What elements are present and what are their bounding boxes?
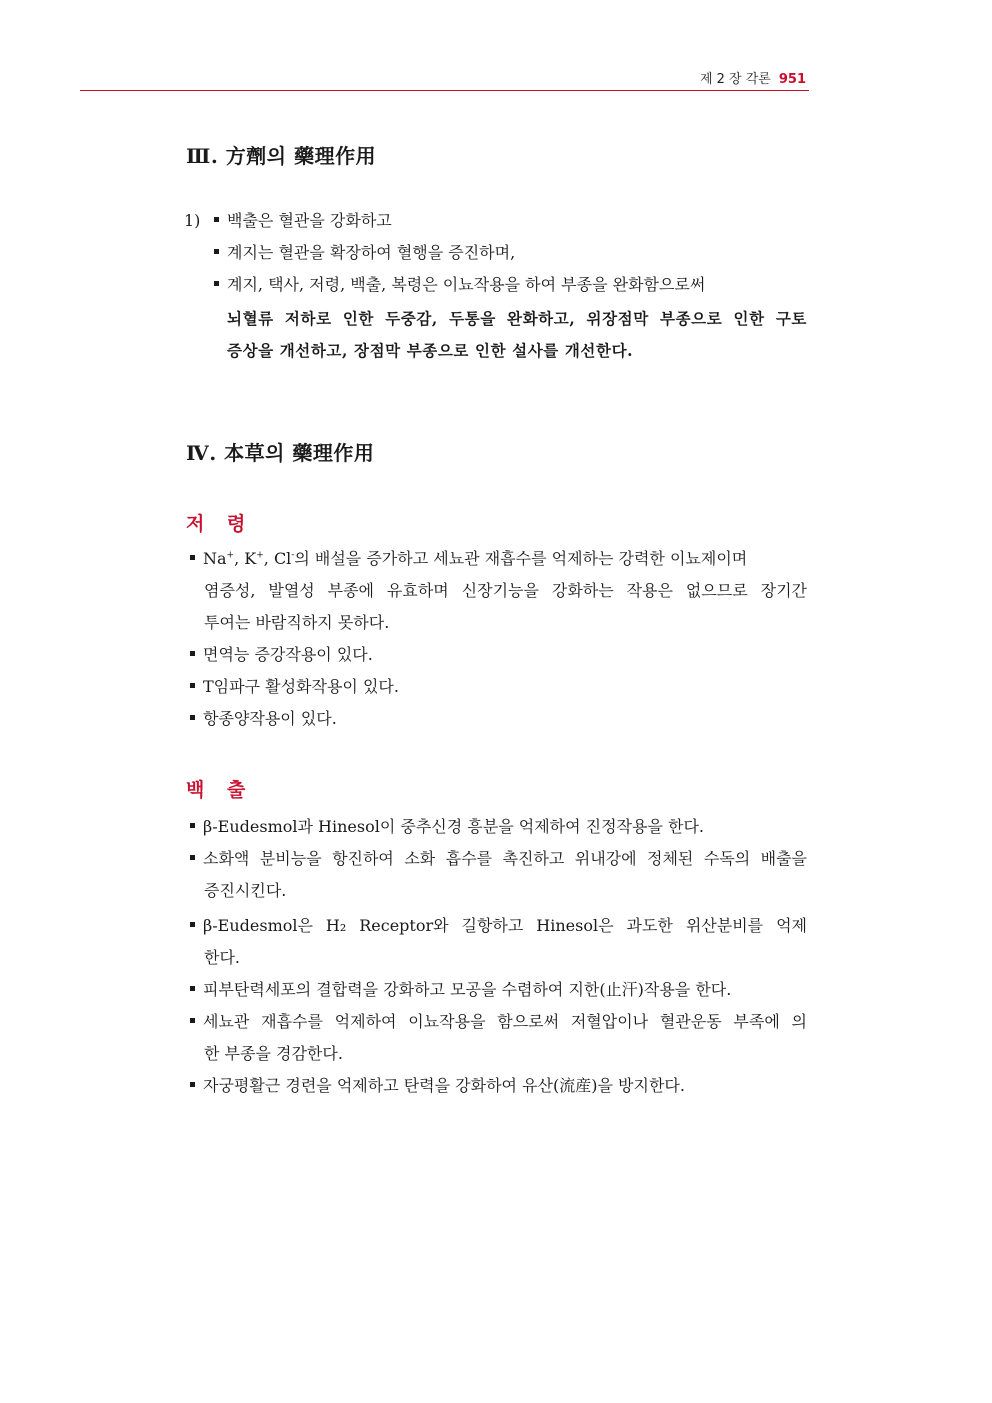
list-item: β-Eudesmol은 H₂ Receptor와 길항하고 Hinesol은 과도한 위산분비를 억제	[190, 916, 807, 936]
herb-title-jeoryeong: 저 령	[186, 513, 254, 535]
list-item: 피부탄력세포의 결합력을 강화하고 모공을 수렴하여 지한(止汗)작용을 한다.	[190, 980, 731, 1000]
bullet-icon	[190, 1018, 195, 1023]
list-item: 자궁평활근 경련을 억제하고 탄력을 강화하여 유산(流産)을 방지한다.	[190, 1076, 685, 1096]
list-item: 항종양작용이 있다.	[190, 709, 337, 729]
list-item-continuation: 증진시킨다.	[204, 881, 287, 900]
herb-title-baekchul: 백 출	[186, 779, 254, 801]
bullet-icon	[214, 249, 219, 254]
list-item: β-Eudesmol과 Hinesol이 중추신경 흥분을 억제하여 진정작용을 한다.	[190, 817, 704, 837]
bullet-icon	[190, 1082, 195, 1087]
emphasis-line: 뇌혈류 저하로 인한 두중감, 두통을 완화하고, 위장점막 부종으로 인한 구토	[227, 309, 807, 328]
list-item: 면역능 증강작용이 있다.	[190, 645, 373, 665]
list-item: Na+, K+, Cl-의 배설을 증가하고 세뇨관 재흡수를 억제하는 강력한 이뇨제이며	[190, 549, 747, 569]
list-item: 계지, 택사, 저령, 백출, 복령은 이뇨작용을 하여 부종을 완화함으로써	[214, 275, 705, 295]
list-item: 소화액 분비능을 항진하여 소화 흡수를 촉진하고 위내강에 정체된 수독의 배출을	[190, 849, 807, 869]
section-4-title: Ⅳ. 本草의 藥理作用	[186, 441, 375, 465]
emphasis-line: 증상을 개선하고, 장점막 부종으로 인한 설사를 개선한다.	[227, 341, 634, 360]
bullet-icon	[214, 281, 219, 286]
bullet-icon	[190, 651, 195, 656]
header-rule	[80, 90, 809, 91]
page-number: 951	[778, 72, 806, 87]
list-item-continuation: 투여는 바람직하지 못하다.	[204, 613, 390, 632]
list-item: T임파구 활성화작용이 있다.	[190, 677, 399, 697]
list-item: 계지는 혈관을 확장하여 혈행을 증진하며,	[214, 243, 515, 263]
bullet-icon	[190, 986, 195, 991]
bullet-icon	[190, 855, 195, 860]
list-item-continuation: 한다.	[204, 948, 240, 967]
list-item-continuation: 한 부종을 경감한다.	[204, 1044, 343, 1063]
chapter-label: 제 2 장 각론	[699, 72, 771, 87]
list-item-continuation: 염증성, 발열성 부종에 유효하며 신장기능을 강화하는 작용은 없으므로 장기간	[204, 581, 807, 600]
bullet-icon	[214, 217, 219, 222]
list-item: 백출은 혈관을 강화하고	[214, 211, 392, 231]
bullet-icon	[190, 683, 195, 688]
item-number: 1)	[184, 211, 201, 230]
bullet-icon	[190, 715, 195, 720]
bullet-icon	[190, 922, 195, 927]
section-3-title: Ⅲ. 方劑의 藥理作用	[186, 144, 377, 168]
bullet-icon	[190, 823, 195, 828]
bullet-icon	[190, 555, 195, 560]
list-item: 세뇨관 재흡수를 억제하여 이뇨작용을 함으로써 저혈압이나 혈관운동 부족에 의	[190, 1012, 807, 1032]
running-header	[700, 68, 806, 87]
